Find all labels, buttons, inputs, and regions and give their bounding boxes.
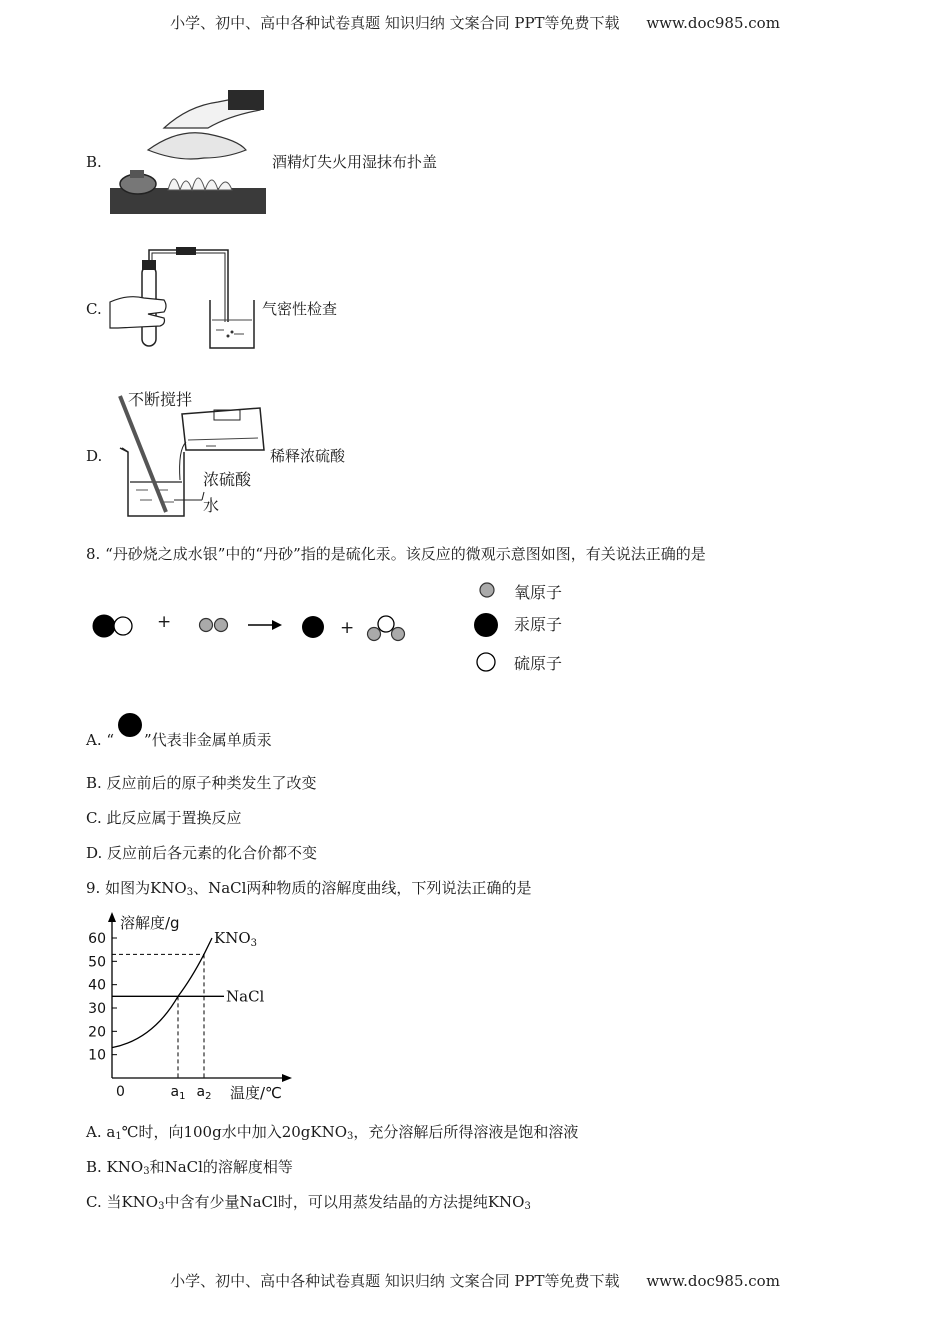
q9-b-part2: 和NaCl的溶解度相等 <box>149 1158 293 1176</box>
q9-stem-part1: 9. 如图为KNO <box>86 879 187 897</box>
q9-a-sub1: 1 <box>115 1131 122 1142</box>
product-mercury-atom <box>302 616 324 638</box>
reactant-sulfur-atom <box>114 617 132 635</box>
label-concentrated-acid: 浓硫酸 <box>203 470 252 489</box>
q7-option-d-letter: D. <box>86 447 103 465</box>
plus-sign-2: + <box>340 618 355 638</box>
x-tick-label: $a_1$ <box>170 1084 186 1100</box>
q9-stem <box>86 878 531 903</box>
q9-c-sub1: 3 <box>158 1201 165 1212</box>
legend-mercury-label: 汞原子 <box>514 615 563 634</box>
wet-cloth-fire-illustration <box>108 88 268 218</box>
y-tick-label: 60 <box>88 931 106 947</box>
q9-a-sub2: 3 <box>347 1131 354 1142</box>
plus-sign-1: + <box>157 612 172 632</box>
legend-oxygen-label: 氧原子 <box>514 583 563 602</box>
q9-c-part1: C. 当KNO <box>86 1193 159 1211</box>
header-text: 小学、初中、高中各种试卷真题 知识归纳 文案合同 PPT等免费下载 <box>170 14 620 32</box>
reactant-oxygen-atom <box>200 619 213 632</box>
legend-oxygen-marker <box>480 583 494 597</box>
q8-option-a <box>86 725 272 750</box>
airtightness-check-apparatus <box>108 244 258 352</box>
product-oxygen-atom <box>368 628 381 641</box>
q9-stem-part2: 、NaCl两种物质的溶解度曲线，下列说法正确的是 <box>193 879 532 897</box>
q9-a-part2: ℃时，向100g水中加入20gKNO <box>121 1123 348 1141</box>
x-axis-arrow-icon <box>282 1074 292 1082</box>
q9-option-a <box>86 1122 578 1147</box>
y-tick-label: 50 <box>88 954 106 971</box>
footer-text: 小学、初中、高中各种试卷真题 知识归纳 文案合同 PPT等免费下载 <box>170 1272 620 1290</box>
series-nacl-label: NaCl <box>226 987 265 1006</box>
page-header <box>0 12 950 33</box>
q7-option-c-letter: C. <box>86 300 102 318</box>
q7-option-d-caption: 稀释浓硫酸 <box>270 447 346 465</box>
atom-legend-markers <box>470 578 502 678</box>
q8-option-d: D. 反应前后各元素的化合价都不变 <box>86 844 318 862</box>
label-stir: 不断搅拌 <box>128 390 193 409</box>
reaction-diagram <box>88 604 418 648</box>
footer-site: www.doc985.com <box>646 1272 780 1290</box>
q8-option-a-prefix: A. “ <box>86 731 115 749</box>
reactant-oxygen-atom <box>215 619 228 632</box>
y-tick-label: 10 <box>88 1047 106 1064</box>
solubility-chart <box>84 908 304 1100</box>
q7-option-c-caption: 气密性检查 <box>262 300 338 318</box>
x-tick-label: $a_2$ <box>196 1084 212 1100</box>
y-axis-label: 溶解度/g <box>120 914 180 932</box>
q8-option-c: C. 此反应属于置换反应 <box>86 809 242 827</box>
legend-mercury-marker <box>474 613 498 637</box>
y-axis-arrow-icon <box>108 912 116 922</box>
mercury-atom-icon <box>116 711 144 739</box>
label-water: 水 <box>203 496 220 515</box>
q9-c-part2: 中含有少量NaCl时，可以用蒸发结晶的方法提纯KNO <box>164 1193 525 1211</box>
reaction-arrow-icon <box>272 620 282 630</box>
header-site: www.doc985.com <box>646 14 780 32</box>
q7-option-b-letter: B. <box>86 153 102 171</box>
q9-b-part1: B. KNO <box>86 1158 144 1176</box>
q9-option-b <box>86 1157 293 1182</box>
legend-sulfur-label: 硫原子 <box>514 654 563 673</box>
series-kno3-label: $KNO_3$ <box>214 929 258 949</box>
y-tick-label: 40 <box>88 977 106 994</box>
origin-label: 0 <box>116 1084 125 1100</box>
product-oxygen-atom <box>392 628 405 641</box>
q8-stem: 8. “丹砂烧之成水银”中的“丹砂”指的是硫化汞。该反应的微观示意图如图，有关说法正确的是 <box>86 545 706 563</box>
q9-a-part3: ，充分溶解后所得溶液是饱和溶液 <box>353 1123 579 1141</box>
page-footer <box>0 1270 950 1291</box>
legend-sulfur-marker <box>477 653 495 671</box>
q9-stem-sub: 3 <box>186 887 194 898</box>
q8-option-b: B. 反应前后的原子种类发生了改变 <box>86 774 317 792</box>
y-tick-label: 20 <box>88 1024 106 1041</box>
reactant-mercury-atom <box>93 615 115 637</box>
q9-c-sub2: 3 <box>524 1201 531 1212</box>
q9-option-c <box>86 1192 531 1217</box>
q7-option-b-caption: 酒精灯失火用湿抹布扑盖 <box>272 153 438 171</box>
q9-a-part1: A. a <box>86 1123 116 1141</box>
y-tick-label: 30 <box>88 1001 106 1017</box>
q9-b-sub: 3 <box>143 1166 150 1177</box>
x-axis-label: 温度/℃ <box>230 1084 282 1100</box>
q8-option-a-suffix: ”代表非金属单质汞 <box>144 731 272 749</box>
product-sulfur-atom <box>378 616 394 632</box>
